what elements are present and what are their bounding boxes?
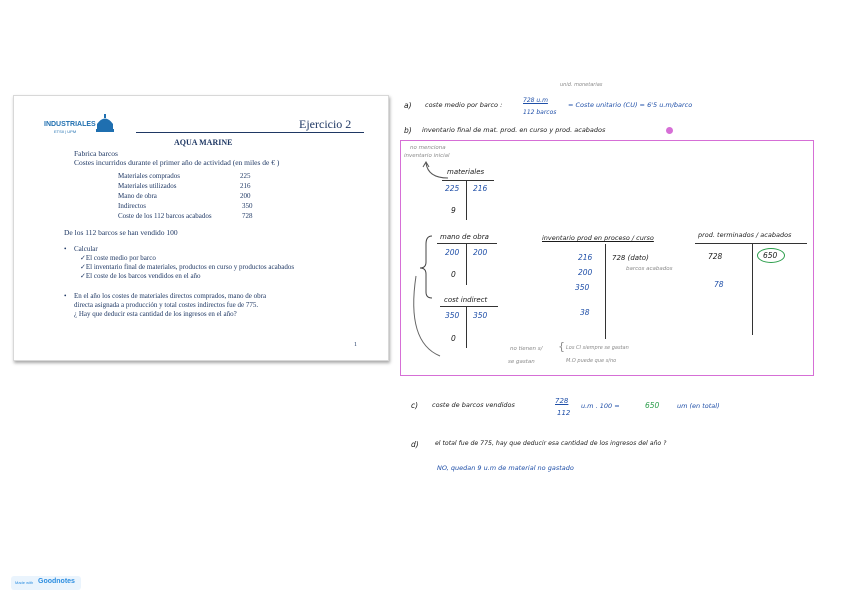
no-mention-note: inventario inicial [404,153,450,159]
calc-item: ✓El coste medio por barco [80,254,156,262]
item-a-label: a) [404,101,412,110]
pink-marker-icon [666,127,673,134]
t-credit: 200 [473,248,488,257]
t-credit: 216 [473,184,488,193]
goodnotes-brand: Goodnotes [38,578,75,585]
logo-text: INDUSTRIALES [44,121,96,128]
t-account-line [605,244,606,339]
company-name: AQUA MARINE [174,138,233,147]
side-note-right: M.O puede que s/no [566,358,617,364]
t-debit: 225 [445,184,460,193]
brace-icon [402,232,442,362]
question-line: directa asignada a producción y total costes indirectos fue de 775. [74,301,259,309]
no-mention-note: no menciona [410,145,446,151]
sold-line: De los 112 barcos se han vendido 100 [64,228,178,237]
logo-subtext: ETSII | UPM [54,129,77,134]
item-c-result: 650 [645,401,660,410]
t-debit: 350 [445,311,460,320]
bullet-icon: • [64,292,67,300]
calc-item: ✓El coste de los barcos vendidos en el año [80,272,201,280]
cost-row-label: Coste de los 112 barcos acabados [118,212,212,220]
item-a-text: coste medio por barco : [425,101,503,109]
t-credit: 728 (dato) [612,254,649,262]
item-a-denominator: 112 barcos [523,109,557,116]
item-d-answer: NO, quedan 9 u.m de material no gastado [437,464,574,472]
title-divider [136,132,364,133]
side-note-left: se gastan [508,359,535,365]
item-b-text: inventario final de mat. prod. en curso y prod. acabados [422,126,606,134]
t-credit: 650 [763,251,778,260]
t-account-title: cost indirect [444,296,488,304]
t-credit: 350 [473,311,488,320]
t-balance: 0 [451,334,456,343]
cost-row-label: Materiales utilizados [118,182,177,190]
item-d-label: d) [411,440,419,449]
t-account-line [466,306,467,348]
t-account-title: inventario prod en proceso / curso [542,234,654,242]
university-dome-logo-icon [94,113,116,133]
exercise-slide [13,95,389,361]
note-above-units: unid. monetarias [560,82,603,88]
cost-row-label: Mano de obra [118,192,157,200]
item-d-text: el total fue de 775, hay que deducir esa cantidad de los ingresos del año ? [435,440,667,447]
t-account-line [437,243,497,244]
item-b-label: b) [404,126,412,135]
t-debit: 350 [575,283,590,292]
t-account-line [466,180,467,220]
question-line: En el año los costes de materiales directos comprados, mano de obra [74,292,267,300]
t-account-line [442,180,494,181]
t-account-title: materiales [447,168,485,176]
item-c-numerator: 728 [555,397,569,405]
t-account-line [695,243,807,244]
t-balance: 9 [451,206,456,215]
cost-row-value: 728 [242,212,253,220]
cost-row-value: 350 [242,202,253,210]
exercise-title: Ejercicio 2 [299,117,352,131]
made-with-label: Made with [15,580,34,585]
t-credit-note: barcos acabados [626,266,673,272]
t-balance: 0 [451,270,456,279]
t-account-line [752,243,753,335]
bullet-icon: • [64,245,67,253]
t-account-line [466,243,467,285]
item-c-label: c) [411,401,419,410]
calc-item: ✓El inventario final de materiales, productos en curso y productos acabados [80,263,295,271]
brace-small-icon: { [558,340,565,353]
t-debit: 216 [578,253,593,262]
t-balance: 78 [714,280,724,289]
side-note-right: Los CI siempre se gastan [566,345,629,351]
cost-row-label: Materiales comprados [118,172,181,180]
cost-row-value: 200 [240,192,251,200]
item-c-tail: um (en total) [677,402,720,410]
question-line: ¿ Hay que deducir esta cantidad de los ingresos en el año? [74,310,237,318]
goodnotes-badge[interactable] [11,576,81,590]
page-number: 1 [354,342,357,348]
calc-title: Calcular [74,245,98,253]
t-account-title: mano de obra [440,233,489,241]
t-debit: 200 [578,268,593,277]
cost-row-value: 225 [240,172,251,180]
intro-line-2: Costes incurridos durante el primer año de actividad (en miles de € ) [74,158,280,167]
cost-row-value: 216 [240,182,251,190]
t-account-title: prod. terminados / acabados [698,231,792,239]
t-account-line [440,306,498,307]
item-c-mid: u.m . 100 = [581,402,620,410]
side-note-left: no tienen s/ [510,346,543,352]
cost-row-label: Indirectos [118,202,146,210]
item-a-numerator: 728 u.m [523,97,548,104]
intro-line-1: Fabrica barcos [74,149,118,158]
t-balance: 38 [580,308,590,317]
t-debit: 728 [708,252,723,261]
item-a-result: = Coste unitario (CU) = 6'5 u.m/barco [568,101,693,109]
item-c-text: coste de barcos vendidos [432,401,515,409]
t-debit: 200 [445,248,460,257]
item-c-denominator: 112 [557,409,571,417]
